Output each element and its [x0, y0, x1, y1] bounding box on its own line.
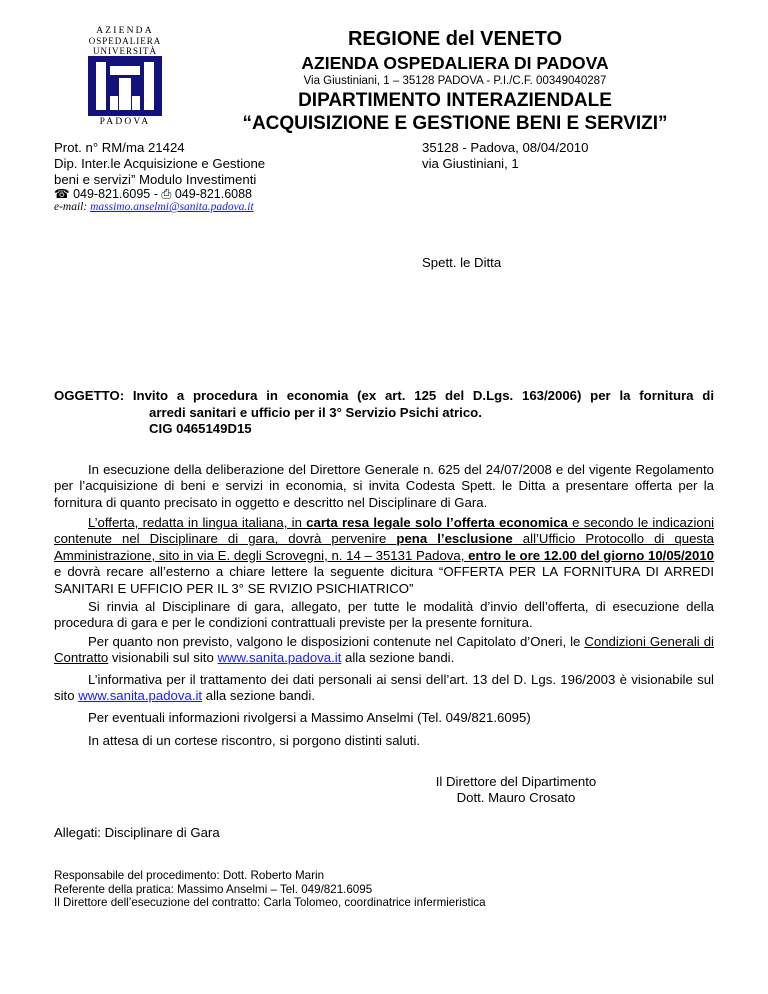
- p4-condizioni: Condizioni Generali di Contratto: [54, 634, 714, 666]
- footer-direttore-esecuzione: Il Direttore dell’esecuzione del contratto: Carla Tolomeo, coordinatrice infermieristica: [54, 896, 486, 909]
- attachments: Allegati: Disciplinare di Gara: [54, 825, 220, 840]
- email-line: [54, 201, 254, 213]
- azienda-title: AZIENDA OSPEDALIERA DI PADOVA: [301, 53, 609, 73]
- place-date-block: [422, 140, 588, 172]
- body-paragraph-1: In esecuzione della deliberazione del Direttore Generale n. 625 del 24/07/2008 e del vigente Regolamento per l’acquisizione di beni e servizi in economia, si invita Codesta Spett. le Ditta a presentare offerta per la fornitura di quanto precisato in oggetto e descritto nel Disciplinare di Gara.: [54, 462, 714, 510]
- subject-cig: CIG 0465149D15: [149, 421, 252, 436]
- p2-pena-esclusione: pena l’esclusione: [396, 531, 513, 547]
- body-paragraph-7: In attesa di un cortese riscontro, si porgono distinti saluti.: [88, 733, 421, 748]
- p4-part-a: Per quanto non previsto, valgono le disposizioni contenute nel Capitolato d’Oneri, le: [88, 634, 585, 649]
- department-title-line1: DIPARTIMENTO INTERAZIENDALE: [298, 90, 612, 111]
- logo-top-letters: AZIENDA: [96, 26, 154, 36]
- p5-website-link[interactable]: www.sanita.padova.it: [78, 688, 203, 704]
- body-paragraph-2: [54, 515, 714, 597]
- p2-deadline: entro le ore 12.00 del giorno 10/05/2010: [468, 547, 715, 563]
- body-paragraph-4: [54, 634, 714, 667]
- logo-line2: OSPEDALIERA: [88, 36, 162, 46]
- p4-part-d: alla sezione bandi.: [341, 650, 455, 666]
- logo-bottom-letters: PADOVA: [99, 117, 151, 127]
- signature-block: [416, 774, 616, 807]
- p2-part-c: e secondo le indicazioni contenute nel Disciplinare di gara, dovrà pervenire: [54, 515, 714, 547]
- recipient: Spett. le Ditta: [422, 255, 502, 270]
- p2-part-a: L’offerta, redatta in lingua italiana, in: [88, 515, 307, 530]
- telephone-icon: ☎: [54, 187, 70, 201]
- signature-name: Dott. Mauro Crosato: [456, 790, 576, 806]
- p5-part-a: L’informativa per il trattamento dei dati personali ai sensi dell’art. 13 del D. Lgs. 196/2003 è visionabile sul sito: [54, 672, 714, 704]
- protocol-number: Prot. n° RM/ma 21424: [54, 140, 185, 155]
- p4-website-link[interactable]: www.sanita.padova.it: [217, 650, 342, 666]
- p2-part-g: e dovrà recare all’esterno a chiare lettere la seguente dicitura “OFFERTA PER LA FORNITURA DI ARREDI SANITARI E UFFICIO PER IL 3° SE RVIZIO PSICHIATRICO”: [54, 564, 714, 596]
- body-paragraph-3: Si rinvia al Disciplinare di gara, allegato, per tutte le modalità d’invio dell’offerta, di esecuzione della procedura di gara e per le condizioni contrattuali previste per la presente fornitura.: [54, 599, 714, 631]
- fax-number: 049-821.6088: [174, 187, 252, 201]
- region-title: REGIONE del VENETO: [347, 28, 563, 50]
- department-title-line2: “ACQUISIZIONE E GESTIONE BENI E SERVIZI”: [242, 113, 668, 134]
- footer-responsabile: Responsabile del procedimento: Dott. Roberto Marin: [54, 869, 325, 882]
- logo-building-icon: [88, 56, 162, 116]
- p2-carta-legale: carta resa legale solo l’offerta economica: [306, 515, 568, 530]
- p2-part-e: all’Ufficio Protocollo di questa Amministrazione, sito in via E. degli Scrovegni, n. 14 – 35131 Padova,: [54, 531, 715, 563]
- sender-dept-line1: Dip. Inter.le Acquisizione e Gestione: [54, 156, 266, 171]
- hospital-logo: [84, 26, 166, 129]
- subject-block: [54, 388, 714, 438]
- fax-icon: ⎙: [161, 187, 172, 201]
- place-street: via Giustiniani, 1: [422, 156, 519, 171]
- logo-line3: UNIVERSITÀ: [93, 46, 157, 56]
- p4-part-c: visionabili sul sito: [108, 650, 218, 666]
- body-paragraph-5: [54, 672, 714, 705]
- sender-dept-line2: beni e servizi” Modulo Investimenti: [54, 172, 257, 187]
- email-label: e-mail:: [54, 201, 88, 213]
- email-link[interactable]: massimo.anselmi@sanita.padova.it: [90, 201, 254, 213]
- p5-part-b: alla sezione bandi.: [202, 688, 315, 704]
- azienda-address: Via Giustiniani, 1 – 35128 PADOVA - P.I./C.F. 00349040287: [303, 75, 607, 87]
- subject-line1: OGGETTO: Invito a procedura in economia (ex art. 125 del D.Lgs. 163/2006) per la fornitura di: [54, 388, 714, 403]
- footer-block: [54, 869, 486, 910]
- footer-referente: Referente della pratica: Massimo Anselmi – Tel. 049/821.6095: [54, 882, 373, 896]
- subject-line2: arredi sanitari e ufficio per il 3° Servizio Psichi atrico.: [149, 404, 482, 420]
- signature-role: Il Direttore del Dipartimento: [435, 774, 597, 789]
- body-paragraph-6: Per eventuali informazioni rivolgersi a Massimo Anselmi (Tel. 049/821.6095): [88, 710, 531, 725]
- sender-block: [54, 140, 314, 188]
- phone-number: 049-821.6095: [73, 187, 151, 201]
- contact-line: ☎ 049-821.6095 - ⎙ 049-821.6088: [54, 187, 252, 201]
- place-date: 35128 - Padova, 08/04/2010: [422, 140, 589, 155]
